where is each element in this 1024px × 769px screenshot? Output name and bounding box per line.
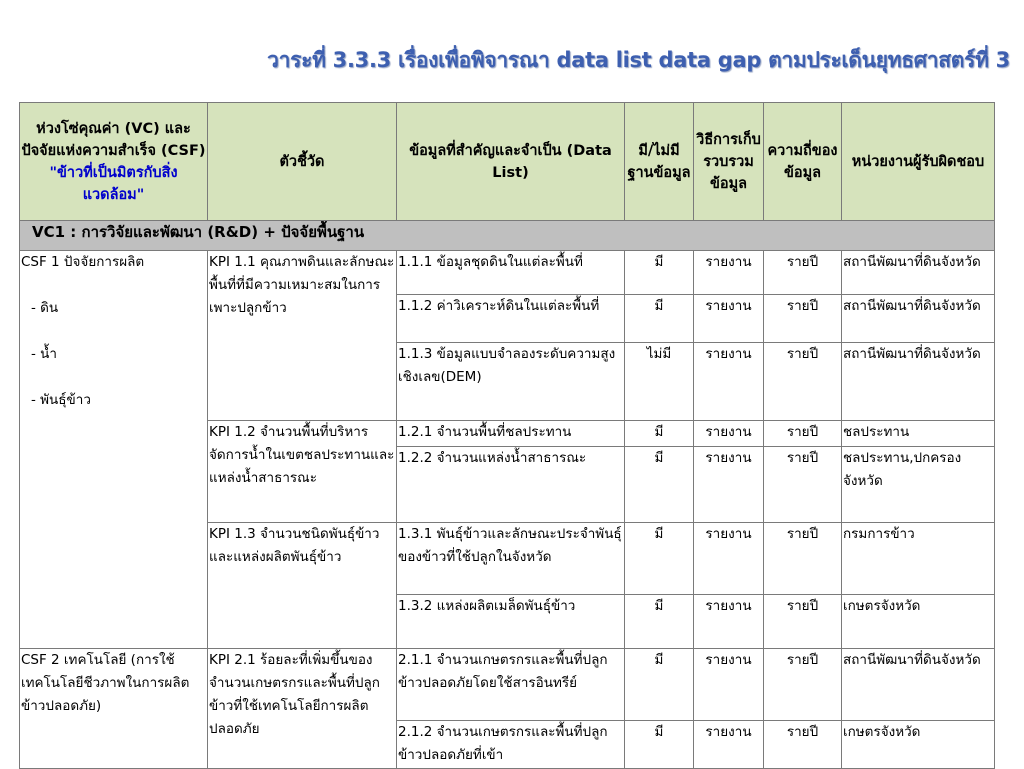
method-cell: รายงาน [694,295,764,343]
data-cell: 2.1.2 จำนวนเกษตรกรและพื้นที่ปลูกข้าวปลอดภัยที่เข้า [397,721,625,769]
method-cell: รายงาน [694,447,764,523]
has-cell: มี [625,523,694,595]
agency-cell: ชลประทาน,ปกครองจังหวัด [842,447,995,523]
csf1-cell [20,251,208,649]
agency-cell: สถานีพัฒนาที่ดินจังหวัด [842,295,995,343]
method-cell: รายงาน [694,595,764,649]
header-data-list: ข้อมูลที่สำคัญและจำเป็น (Data List) [397,103,625,221]
table-row [20,649,995,721]
method-cell: รายงาน [694,649,764,721]
header-row [20,103,995,221]
freq-cell: รายปี [764,447,842,523]
data-cell: 1.2.1 จำนวนพื้นที่ชลประทาน [397,421,625,447]
slide-title: วาระที่ 3.3.3 เรื่องเพื่อพิจารณา data list data gap ตามประเด็นยุทธศาสตร์ที่ 3 [267,48,1010,72]
data-cell: 1.3.2 แหล่งผลิตเมล็ดพันธุ์ข้าว [397,595,625,649]
agency-cell: เกษตรจังหวัด [842,721,995,769]
freq-cell: รายปี [764,721,842,769]
data-cell: 1.1.3 ข้อมูลแบบจำลองระดับความสูงเชิงเลข(DEM) [397,343,625,421]
data-list-table [19,102,995,769]
header-vc-csf: ห่วงโซ่คุณค่า (VC) และปัจจัยแห่งความสำเร็จ (CSF) "ข้าวที่เป็นมิตรกับสิ่งแวดล้อม" [20,103,208,221]
has-cell: มี [625,295,694,343]
kpi-cell: KPI 1.1 คุณภาพดินและลักษณะพื้นที่ที่มีความเหมาะสมในการเพาะปลูกข้าว [208,251,397,421]
csf1-item: - พันธุ์ข้าว [31,392,91,408]
data-cell: 1.1.2 ค่าวิเคราะห์ดินในแต่ละพื้นที่ [397,295,625,343]
freq-cell: รายปี [764,251,842,295]
agency-cell: เกษตรจังหวัด [842,595,995,649]
freq-cell: รายปี [764,295,842,343]
csf1-item: - ดิน [31,300,59,316]
agency-cell: สถานีพัฒนาที่ดินจังหวัด [842,649,995,721]
has-cell: มี [625,595,694,649]
agency-cell: กรมการข้าว [842,523,995,595]
data-cell: 1.1.1 ข้อมูลชุดดินในแต่ละพื้นที่ [397,251,625,295]
section-title: VC1 : การวิจัยและพัฒนา (R&D) + ปัจจัยพื้นฐาน [20,221,995,251]
method-cell: รายงาน [694,523,764,595]
agency-cell: สถานีพัฒนาที่ดินจังหวัด [842,251,995,295]
freq-cell: รายปี [764,421,842,447]
header-agency: หน่วยงานผู้รับผิดชอบ [842,103,995,221]
table-row [20,251,995,295]
data-cell: 1.3.1 พันธุ์ข้าวและลักษณะประจำพันธุ์ของข้าวที่ใช้ปลูกในจังหวัด [397,523,625,595]
freq-cell: รายปี [764,595,842,649]
has-cell: มี [625,421,694,447]
method-cell: รายงาน [694,421,764,447]
header-vc-quote: "ข้าวที่เป็นมิตรกับสิ่งแวดล้อม" [49,164,178,203]
csf2-cell: CSF 2 เทคโนโลยี (การใช้เทคโนโลยีชีวภาพในการผลิตข้าวปลอดภัย) [20,649,208,769]
section-row [20,221,995,251]
has-cell: ไม่มี [625,343,694,421]
method-cell: รายงาน [694,343,764,421]
header-method: วิธีการเก็บรวบรวมข้อมูล [694,103,764,221]
kpi-cell: KPI 2.1 ร้อยละที่เพิ่มขึ้นของจำนวนเกษตรกรและพื้นที่ปลูกข้าวที่ใช้เทคโนโลยีการผลิตปลอดภัย [208,649,397,769]
agency-cell: ชลประทาน [842,421,995,447]
has-cell: มี [625,721,694,769]
freq-cell: รายปี [764,523,842,595]
method-cell: รายงาน [694,721,764,769]
freq-cell: รายปี [764,649,842,721]
agency-cell: สถานีพัฒนาที่ดินจังหวัด [842,343,995,421]
has-cell: มี [625,649,694,721]
kpi-cell: KPI 1.3 จำนวนชนิดพันธุ์ข้าวและแหล่งผลิตพันธุ์ข้าว [208,523,397,649]
has-cell: มี [625,447,694,523]
freq-cell: รายปี [764,343,842,421]
data-cell: 1.2.2 จำนวนแหล่งน้ำสาธารณะ [397,447,625,523]
method-cell: รายงาน [694,251,764,295]
header-frequency: ความถี่ของข้อมูล [764,103,842,221]
csf1-item: - น้ำ [31,346,57,362]
csf1-title: CSF 1 ปัจจัยการผลิต [21,254,145,270]
header-kpi: ตัวชี้วัด [208,103,397,221]
header-has-base: มี/ไม่มีฐานข้อมูล [625,103,694,221]
kpi-cell: KPI 1.2 จำนวนพื้นที่บริหารจัดการน้ำในเขตชลประทานและแหล่งน้ำสาธารณะ [208,421,397,523]
has-cell: มี [625,251,694,295]
data-cell: 2.1.1 จำนวนเกษตรกรและพื้นที่ปลูกข้าวปลอดภัยโดยใช้สารอินทรีย์ [397,649,625,721]
